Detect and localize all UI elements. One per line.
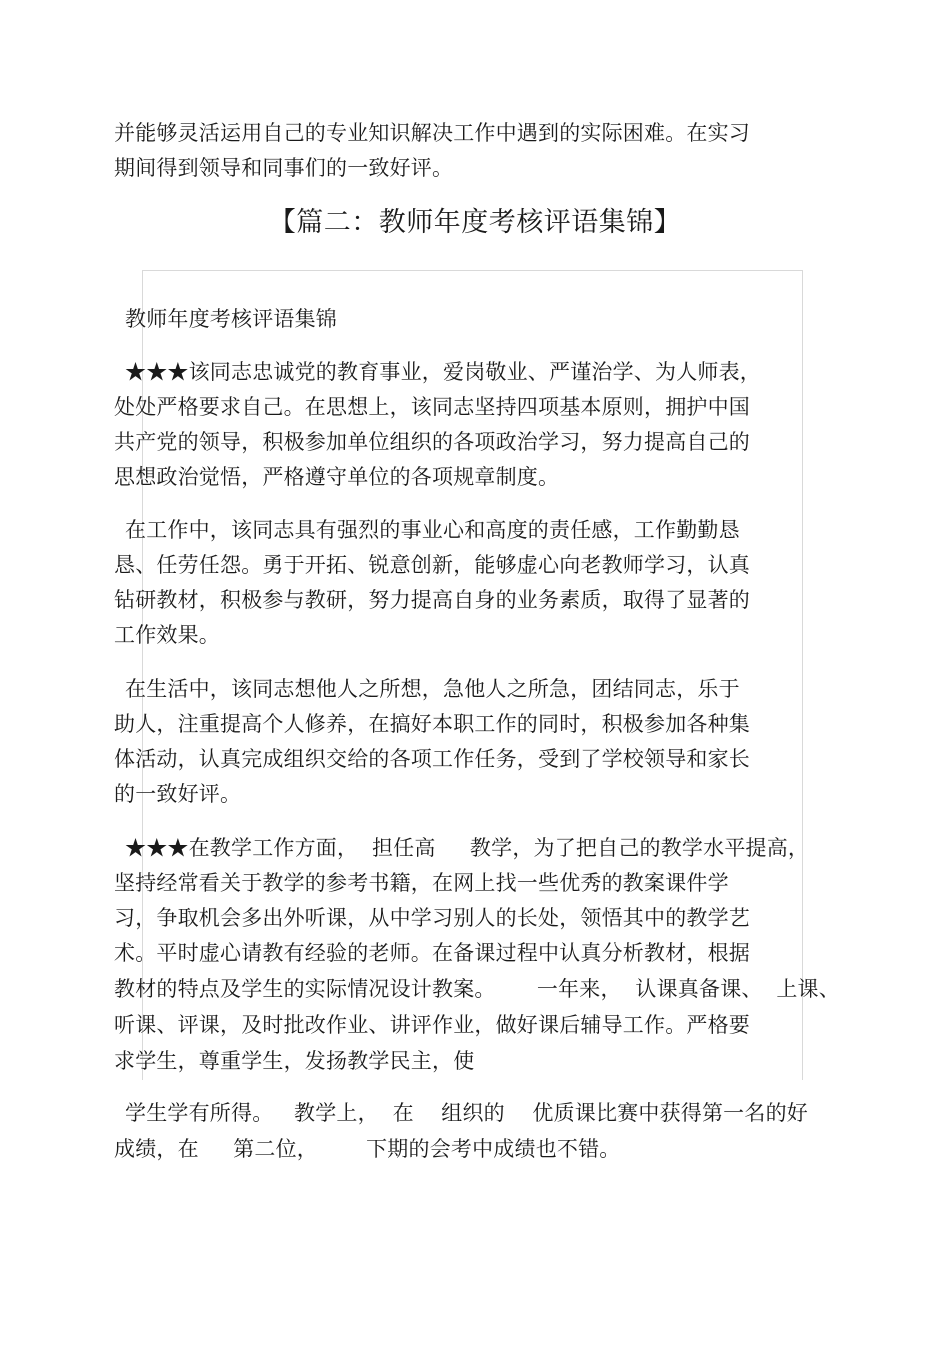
paragraph-line: 在工作中，该同志具有强烈的事业心和高度的责任感，工作勤勤恳 — [125, 518, 740, 542]
intro-line: 期间得到领导和同事们的一致好评。 — [114, 156, 454, 180]
paragraph-line: 教材的特点及学生的实际情况设计教案。 一年来， 认课真备课、 上课、 — [114, 977, 840, 1001]
paragraph-line: 共产党的领导，积极参加单位组织的各项政治学习，努力提高自己的 — [114, 430, 750, 454]
section-heading: 【篇二：教师年度考核评语集锦】 — [268, 207, 682, 238]
paragraph-line: ★★★在教学工作方面， 担任高 教学，为了把自己的教学水平提高， — [125, 836, 810, 860]
paragraph-line: 求学生，尊重学生，发扬教学民主，使 — [114, 1049, 475, 1073]
paragraph-line: 听课、评课，及时批改作业、讲评作业，做好课后辅导工作。严格要 — [114, 1013, 750, 1037]
paragraph-line: 习，争取机会多出外听课，从中学习别人的长处，领悟其中的教学艺 — [114, 906, 750, 930]
paragraph-line: 工作效果。 — [114, 623, 220, 647]
paragraph-line: 助人，注重提高个人修养，在搞好本职工作的同时，积极参加各种集 — [114, 712, 750, 736]
paragraph-line: ★★★该同志忠诚党的教育事业，爱岗敬业、严谨治学、为人师表， — [125, 360, 761, 384]
closing-line: 成绩，在 第二位， 下期的会考中成绩也不错。 — [114, 1137, 621, 1161]
closing-line: 学生学有所得。 教学上， 在 组织的 优质课比赛中获得第一名的好 — [125, 1101, 808, 1125]
paragraph-line: 恳、任劳任怨。勇于开拓、锐意创新，能够虚心向老教师学习，认真 — [114, 553, 750, 577]
intro-line: 并能够灵活运用自己的专业知识解决工作中遇到的实际困难。在实习 — [114, 121, 750, 145]
paragraph-line: 处处严格要求自己。在思想上，该同志坚持四项基本原则，拥护中国 — [114, 395, 750, 419]
paragraph-line: 钻研教材，积极参与教研，努力提高自身的业务素质，取得了显著的 — [114, 588, 750, 612]
paragraph-line: 在生活中，该同志想他人之所想，急他人之所急，团结同志，乐于 — [125, 677, 740, 701]
paragraph-line: 思想政治觉悟，严格遵守单位的各项规章制度。 — [114, 465, 560, 489]
paragraph-line: 的一致好评。 — [114, 782, 242, 806]
paragraph-line: 体活动，认真完成组织交给的各项工作任务，受到了学校领导和家长 — [114, 747, 750, 771]
paragraph-line: 术。平时虚心请教有经验的老师。在备课过程中认真分析教材，根据 — [114, 941, 750, 965]
box-title: 教师年度考核评语集锦 — [125, 307, 337, 331]
paragraph-line: 坚持经常看关于教学的参考书籍，在网上找一些优秀的教案课件学 — [114, 871, 729, 895]
